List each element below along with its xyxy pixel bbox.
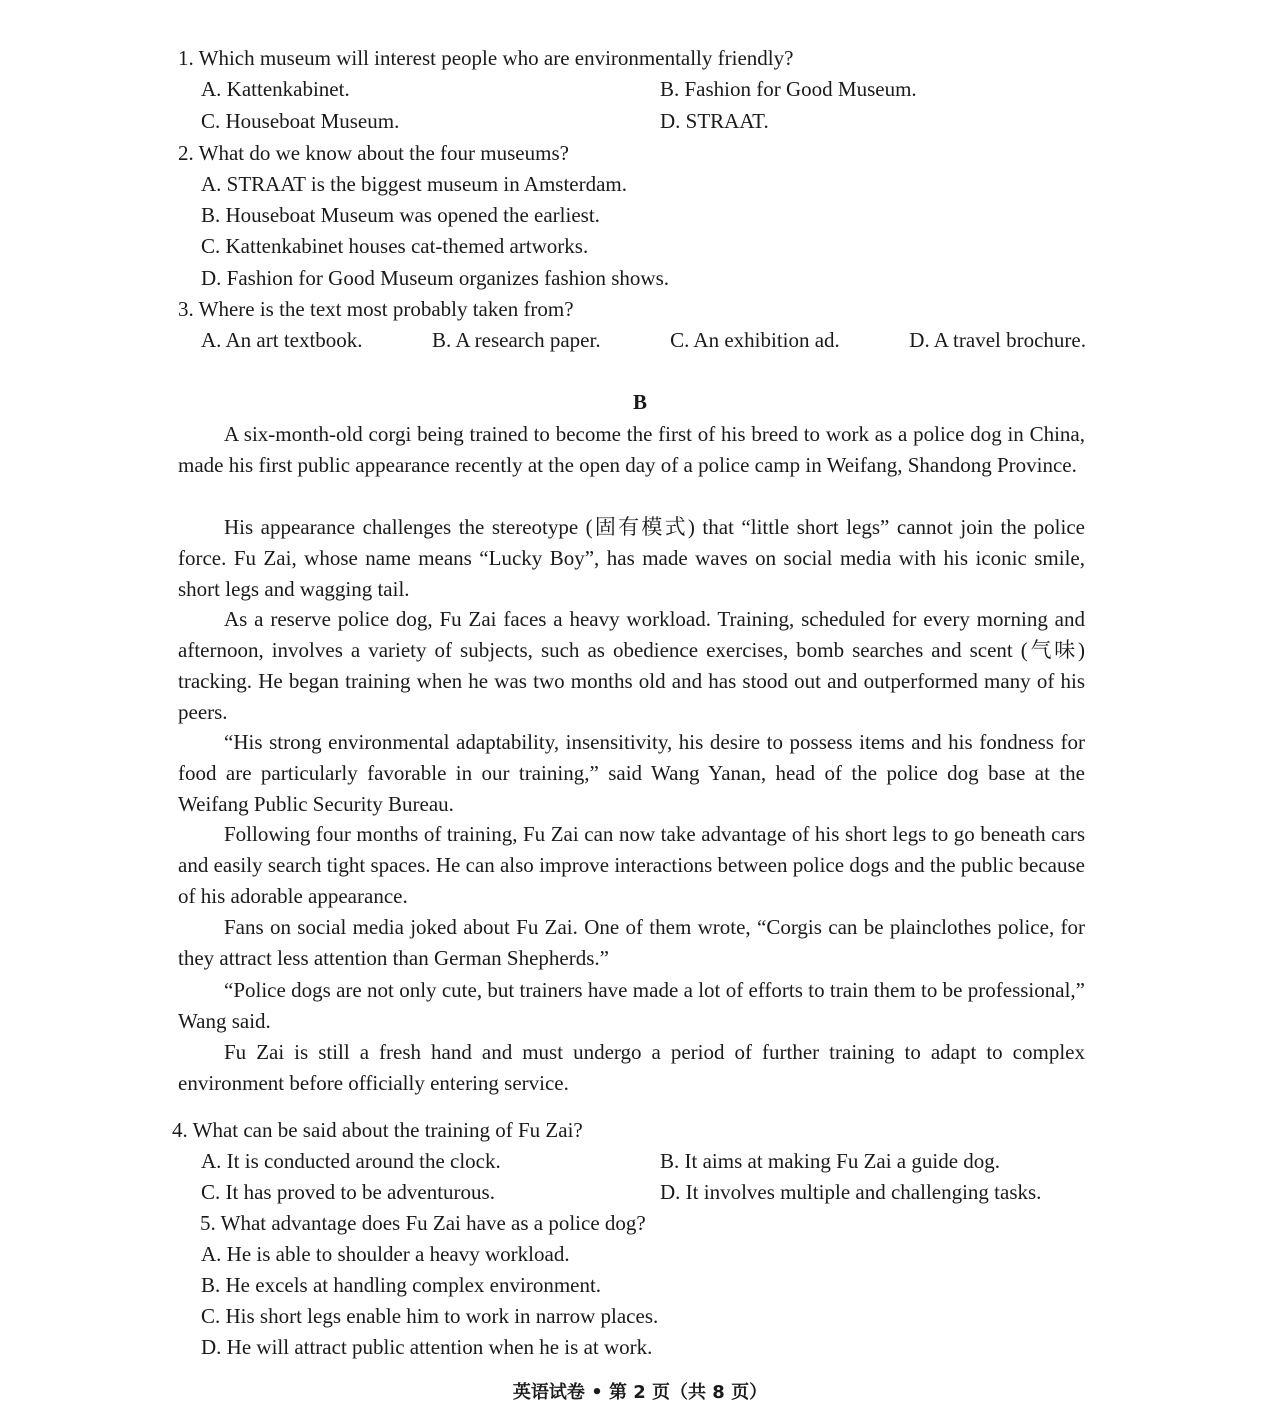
section-b-title: B [632, 390, 647, 414]
question-3-options [201, 326, 1086, 354]
question-5-option-c: C. His short legs enable him to work in narrow places. [201, 1304, 659, 1328]
question-4-stem: 4. What can be said about the training of Fu Zai? [172, 1118, 583, 1142]
question-5-option-d: D. He will attract public attention when he is at work. [201, 1335, 653, 1359]
question-4-option-d: D. It involves multiple and challenging tasks. [660, 1180, 1042, 1204]
question-5-stem: 5. What advantage does Fu Zai have as a police dog? [200, 1211, 646, 1235]
question-3-option-d: D. A travel brochure. [909, 328, 1086, 352]
question-3-option-c: C. An exhibition ad. [670, 328, 840, 352]
question-2-option-d: D. Fashion for Good Museum organizes fashion shows. [201, 266, 669, 290]
question-2-option-b: B. Houseboat Museum was opened the earliest. [201, 203, 600, 227]
question-4-option-a: A. It is conducted around the clock. [201, 1149, 501, 1173]
question-4-option-b: B. It aims at making Fu Zai a guide dog. [660, 1149, 1001, 1173]
question-1-option-d: D. STRAAT. [660, 109, 769, 133]
question-3-option-b: B. A research paper. [432, 328, 601, 352]
passage-paragraph-4: “His strong environmental adaptability, insensitivity, his desire to possess items and his fondness for food are particularly favorable in our training,” said Wang Yanan, head of the police dog base at the Weifang Public Security Bureau. [178, 730, 1085, 816]
passage-paragraph-1: A six-month-old corgi being trained to become the first of his breed to work as a police dog in China, made his first public appearance recently at the open day of a police camp in Weifang, Shandong Province. [178, 422, 1085, 477]
passage-paragraph-3: As a reserve police dog, Fu Zai faces a heavy workload. Training, scheduled for every morning and afternoon, involves a variety of subjects, such as obedience exercises, bomb searches and scent (气味) tracking. He began training when he was two months old and has stood out and outperformed many of his peers. [178, 607, 1085, 724]
question-3-stem: 3. Where is the text most probably taken from? [178, 297, 574, 321]
passage-paragraph-2: His appearance challenges the stereotype (固有模式) that “little short legs” cannot join the police force. Fu Zai, whose name means “Lucky Boy”, has made waves on social media with his iconic smile, short legs and wagging tail. [178, 515, 1085, 601]
passage-paragraph-5: Following four months of training, Fu Zai can now take advantage of his short legs to go beneath cars and easily search tight spaces. He can also improve interactions between police dogs and the public because of his adorable appearance. [178, 822, 1085, 908]
question-4-option-c: C. It has proved to be adventurous. [201, 1180, 495, 1204]
passage-paragraph-7: “Police dogs are not only cute, but trainers have made a lot of efforts to train them to be professional,” Wang said. [178, 978, 1085, 1033]
passage-paragraph-8: Fu Zai is still a fresh hand and must undergo a period of further training to adapt to complex environment before officially entering service. [178, 1040, 1085, 1095]
question-3-option-a: A. An art textbook. [201, 328, 363, 352]
page-footer: 英语试卷 • 第 2 页（共 8 页） [512, 1382, 768, 1403]
question-1-stem: 1. Which museum will interest people who are environmentally friendly? [178, 46, 794, 70]
question-5-option-a: A. He is able to shoulder a heavy workload. [201, 1242, 570, 1266]
question-2-option-c: C. Kattenkabinet houses cat-themed artworks. [201, 234, 589, 258]
question-1-option-a: A. Kattenkabinet. [201, 77, 350, 101]
question-1-option-b: B. Fashion for Good Museum. [660, 77, 917, 101]
question-2-stem: 2. What do we know about the four museums? [178, 141, 569, 165]
question-2-option-a: A. STRAAT is the biggest museum in Amsterdam. [201, 172, 628, 196]
question-1-option-c: C. Houseboat Museum. [201, 109, 400, 133]
passage-paragraph-6: Fans on social media joked about Fu Zai. One of them wrote, “Corgis can be plainclothes police, for they attract less attention than German Shepherds.” [178, 915, 1085, 970]
question-5-option-b: B. He excels at handling complex environment. [201, 1273, 602, 1297]
